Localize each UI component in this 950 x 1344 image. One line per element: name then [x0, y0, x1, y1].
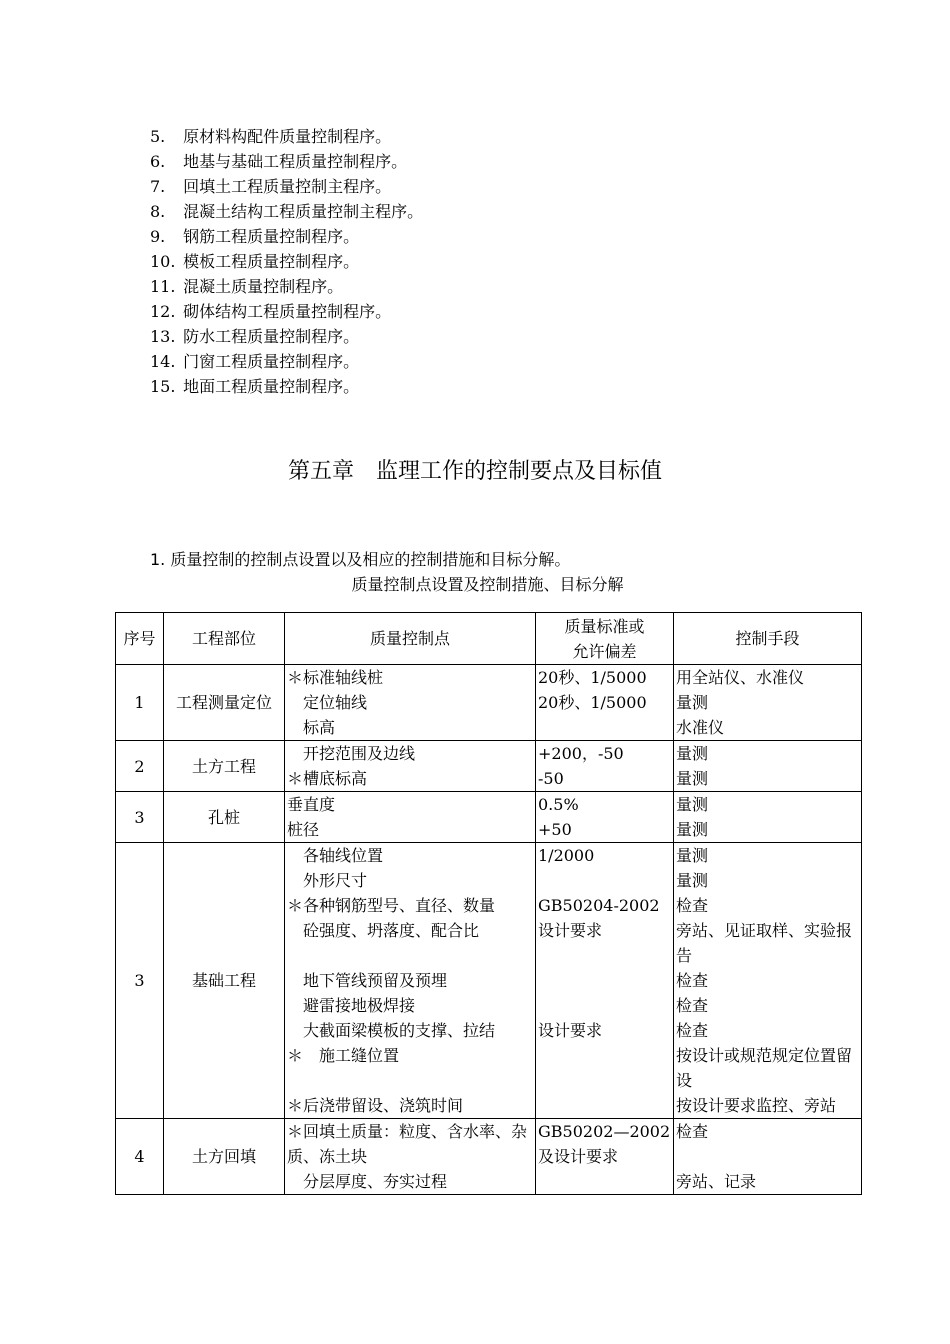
list-item-number: 12. [150, 302, 176, 321]
cell-points: 开挖范围及边线 ＊槽底标高 [285, 741, 536, 792]
list-item-text: 钢筋工程质量控制程序。 [183, 227, 360, 246]
list-item-text: 原材料构配件质量控制程序。 [183, 127, 392, 146]
list-item [150, 349, 423, 374]
list-item-text: 混凝土质量控制程序。 [183, 277, 344, 296]
cell-points: 各轴线位置 外形尺寸 ＊各种钢筋型号、直径、数量 砼强度、坍落度、配合比 地下管线预留及预埋 避雷接地极焊接 大截面梁模板的支撑、拉结 ＊ 施工缝位置 ＊后浇带留设、浇筑时间 [285, 843, 536, 1119]
list-item [150, 324, 423, 349]
section-heading: 1. 质量控制的控制点设置以及相应的控制措施和目标分解。 [150, 550, 571, 569]
list-item-text: 砌体结构工程质量控制程序。 [183, 302, 392, 321]
header-part: 工程部位 [164, 613, 285, 665]
table-row [116, 843, 862, 1119]
cell-points: ＊标准轴线桩 定位轴线 标高 [285, 665, 536, 741]
list-item [150, 124, 423, 149]
list-item [150, 274, 423, 299]
list-item [150, 149, 423, 174]
header-standard [536, 613, 674, 665]
cell-part: 工程测量定位 [164, 665, 285, 741]
cell-means: 量测 量测 [674, 741, 862, 792]
list-item-number: 7. [150, 177, 166, 196]
cell-standards: +200，-50 -50 [536, 741, 674, 792]
list-item-text: 模板工程质量控制程序。 [183, 252, 360, 271]
list-item-text: 门窗工程质量控制程序。 [183, 352, 360, 371]
cell-seq: 1 [116, 665, 164, 741]
cell-means: 用全站仪、水准仪 量测 水准仪 [674, 665, 862, 741]
list-item-text: 混凝土结构工程质量控制主程序。 [183, 202, 424, 221]
cell-means: 检查 旁站、记录 [674, 1119, 862, 1195]
procedure-list [150, 124, 423, 399]
header-standard-line: 允许偏差 [572, 641, 637, 661]
chapter-title: 第五章 监理工作的控制要点及目标值 [287, 459, 662, 484]
list-item-text: 地面工程质量控制程序。 [183, 377, 360, 396]
header-seq: 序号 [116, 613, 164, 665]
cell-standards: GB50202—2002 及设计要求 [536, 1119, 674, 1195]
cell-standards: 20秒、1/5000 20秒、1/5000 [536, 665, 674, 741]
list-item-number: 9. [150, 227, 166, 246]
cell-part: 孔桩 [164, 792, 285, 843]
list-item [150, 224, 423, 249]
cell-standards: 1/2000 GB50204-2002 设计要求 设计要求 [536, 843, 674, 1119]
cell-means: 量测 量测 检查 旁站、见证取样、实验报告 检查 检查 检查 按设计或规范规定位置留设 按设计要求监控、旁站 [674, 843, 862, 1119]
table-row [116, 792, 862, 843]
list-item [150, 199, 423, 224]
table-row [116, 741, 862, 792]
list-item-number: 11. [150, 277, 176, 296]
list-item-number: 15. [150, 377, 176, 396]
header-means: 控制手段 [674, 613, 862, 665]
list-item-text: 回填土工程质量控制主程序。 [183, 177, 392, 196]
cell-part: 土方工程 [164, 741, 285, 792]
header-point: 质量控制点 [285, 613, 536, 665]
table-header-row [116, 613, 862, 665]
cell-means: 量测 量测 [674, 792, 862, 843]
list-item-text: 地基与基础工程质量控制程序。 [183, 152, 408, 171]
cell-points: 垂直度 桩径 [285, 792, 536, 843]
list-item-number: 5. [150, 127, 166, 146]
table-caption: 质量控制点设置及控制措施、目标分解 [351, 575, 624, 594]
list-item-number: 8. [150, 202, 166, 221]
list-item [150, 374, 423, 399]
table-row [116, 1119, 862, 1195]
list-item-number: 10. [150, 252, 176, 271]
cell-part: 土方回填 [164, 1119, 285, 1195]
header-standard-line: 质量标准或 [564, 616, 645, 636]
list-item [150, 249, 423, 274]
list-item-text: 防水工程质量控制程序。 [183, 327, 360, 346]
quality-control-table [115, 612, 862, 1195]
list-item-number: 6. [150, 152, 166, 171]
cell-points: ＊回填土质量：粒度、含水率、杂质、冻土块 分层厚度、夯实过程 [285, 1119, 536, 1195]
cell-seq: 4 [116, 1119, 164, 1195]
list-item [150, 299, 423, 324]
cell-seq: 2 [116, 741, 164, 792]
list-item [150, 174, 423, 199]
cell-standards: 0.5% +50 [536, 792, 674, 843]
cell-seq: 3 [116, 792, 164, 843]
list-item-number: 13. [150, 327, 176, 346]
cell-seq: 3 [116, 843, 164, 1119]
cell-part: 基础工程 [164, 843, 285, 1119]
table-row [116, 665, 862, 741]
list-item-number: 14. [150, 352, 176, 371]
